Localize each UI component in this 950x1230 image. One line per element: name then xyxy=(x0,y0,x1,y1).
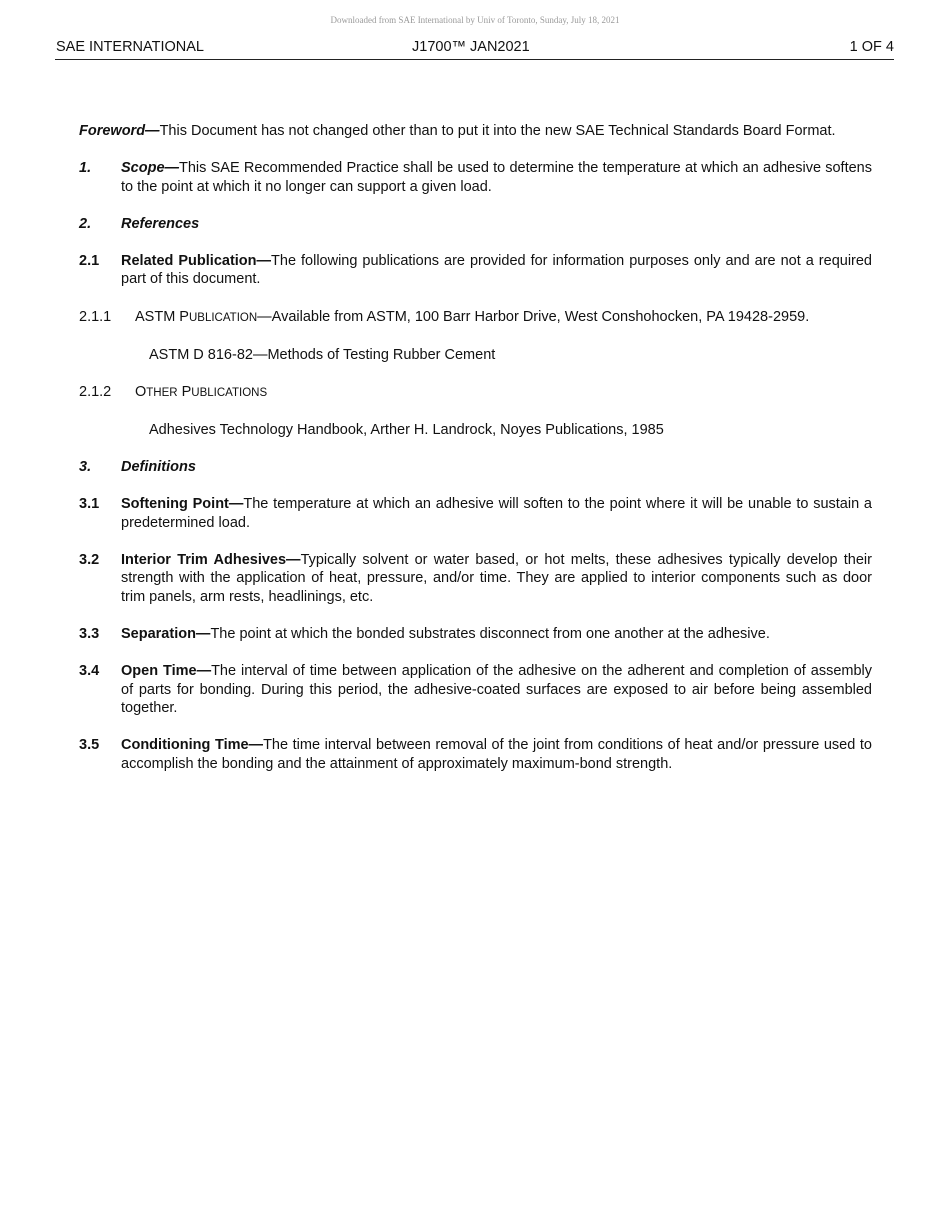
definition-term: Softening Point— xyxy=(121,496,244,513)
definition-open-time xyxy=(79,662,872,718)
section-number: 2.1.1 xyxy=(79,308,112,325)
section-text: The following publications are provided for information purposes only and are not a required part of this document. xyxy=(121,252,873,288)
title-smallcaps: UBLICATIONS xyxy=(191,386,268,399)
section-text: This SAE Recommended Practice shall be used to determine the temperature at which an adhesive softens to the point at which it no longer can support a given load. xyxy=(121,160,872,195)
definition-text: Typically solvent or water based, or hot melts, these adhesives typically develop their strength with the application of heat, pressure, and/or time. They are applied to interior components such as door trim panels, arm rests, headlinings, etc. xyxy=(121,551,872,605)
title-cap: O xyxy=(135,383,147,400)
download-watermark: Downloaded from SAE International by Univ of Toronto, Sunday, July 18, 2021 xyxy=(330,15,620,25)
definition-conditioning-time xyxy=(79,736,872,773)
foreword-paragraph xyxy=(79,122,872,141)
definition-text: The temperature at which an adhesive will soften to the point where it will be unable to sustain a predetermined load. xyxy=(121,496,872,531)
definition-number: 3.4 xyxy=(79,663,100,680)
definition-number: 3.5 xyxy=(79,737,100,754)
definition-term: Open Time— xyxy=(121,663,212,680)
definition-term: Separation— xyxy=(121,626,211,642)
definition-number: 3.3 xyxy=(79,626,100,642)
definition-text: The interval of time between application of the adhesive on the adherent and completion of assembly of parts for bonding. During this period, the adhesive-coated surfaces are exposed to air before being assembled together. xyxy=(121,663,872,717)
section-number: 2. xyxy=(79,215,92,232)
page-header xyxy=(55,38,894,60)
section-definitions xyxy=(79,458,872,477)
header-page-number: 1 OF 4 xyxy=(849,39,894,55)
section-scope xyxy=(79,159,872,196)
header-org: SAE INTERNATIONAL xyxy=(56,39,204,55)
section-title-prefix: ASTM P xyxy=(135,308,189,325)
foreword-text: This Document has not changed other than to put it into the new SAE Technical Standards Board Format. xyxy=(159,123,836,139)
section-text: —Available from ASTM, 100 Barr Harbor Drive, West Conshohocken, PA 19428-2959. xyxy=(257,308,810,325)
section-title: Related Publication— xyxy=(121,252,272,269)
definition-text: The time interval between removal of the joint from conditions of heat and/or pressure used to accomplish the bonding and the attainment of approximately maximum-bond strength. xyxy=(121,737,872,772)
section-number: 3. xyxy=(79,458,92,475)
section-number: 2.1 xyxy=(79,252,100,269)
section-number: 2.1.2 xyxy=(79,383,112,400)
section-title: Scope— xyxy=(121,160,180,177)
title-cap: P xyxy=(181,383,192,400)
section-astm-publication xyxy=(79,308,872,328)
section-title: References xyxy=(121,215,200,232)
section-number: 1. xyxy=(79,160,92,177)
document-body xyxy=(79,122,872,792)
section-references xyxy=(79,215,872,234)
publication-item-handbook: Adhesives Technology Handbook, Arther H. Landrock, Noyes Publications, 1985 xyxy=(149,421,664,438)
definition-interior-trim-adhesives xyxy=(79,551,872,607)
section-other-publications xyxy=(79,383,872,403)
definition-number: 3.1 xyxy=(79,496,100,513)
definition-separation xyxy=(79,625,872,644)
section-title-smallcaps: UBLICATION xyxy=(188,311,258,324)
definition-term: Conditioning Time— xyxy=(121,737,264,754)
section-title: Definitions xyxy=(121,458,196,475)
definition-term: Interior Trim Adhesives— xyxy=(121,551,301,568)
section-related-publication xyxy=(79,252,872,289)
definition-softening-point xyxy=(79,495,872,532)
header-doc-id: J1700™ JAN2021 xyxy=(412,39,530,55)
definition-number: 3.2 xyxy=(79,551,100,568)
definition-text: The point at which the bonded substrates disconnect from one another at the adhesive. xyxy=(210,626,770,642)
publication-item-astm: ASTM D 816-82—Methods of Testing Rubber Cement xyxy=(149,346,496,363)
title-smallcaps: THER xyxy=(146,386,178,399)
foreword-title: Foreword— xyxy=(79,123,160,139)
